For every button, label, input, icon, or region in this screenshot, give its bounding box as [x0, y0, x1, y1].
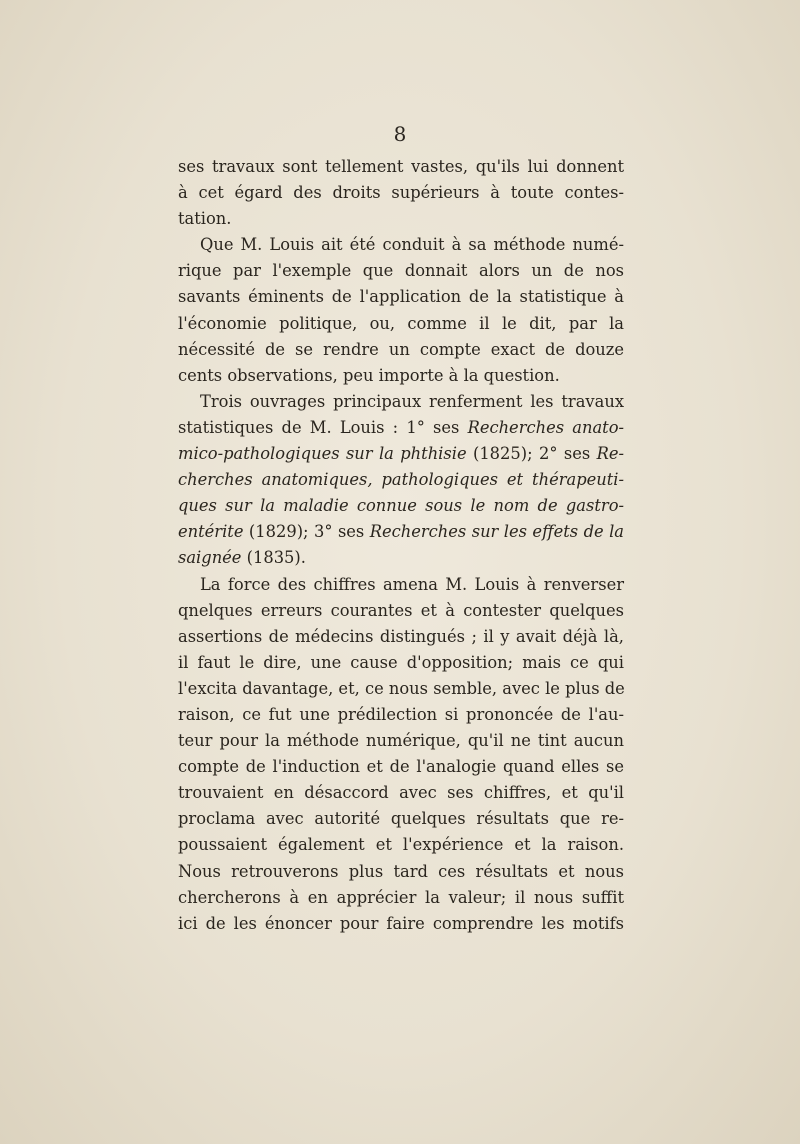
text-line [178, 885, 624, 911]
text-line [178, 754, 624, 780]
text-line [178, 180, 624, 206]
text-segment: à cet égard des droits supérieurs à toute contes- [178, 183, 624, 203]
paragraph [178, 572, 624, 937]
text-segment: Que M. Louis ait été conduit à sa méthode numé- [200, 235, 624, 255]
text-segment: (1829); 3° ses [243, 522, 370, 542]
italic-text: ques sur la maladie connue sous le nom de gastro- [178, 496, 624, 516]
paragraph [178, 389, 624, 572]
italic-text: entérite [178, 522, 244, 542]
text-line [178, 493, 624, 519]
paragraph [178, 232, 624, 389]
text-line [178, 650, 624, 676]
text-line [178, 832, 624, 858]
text-segment: (1825); 2° ses [466, 444, 597, 464]
text-segment: (1835). [241, 548, 306, 568]
text-segment: compte de l'induction et de l'analogie quand elles se [178, 757, 624, 777]
text-segment: assertions de médecins distingués ; il y avait déjà là, [178, 626, 624, 646]
text-segment: rique par l'exemple que donnait alors un de nos [178, 261, 624, 281]
text-segment: ici de les énoncer pour faire comprendre les motifs [178, 913, 624, 933]
text-line [178, 337, 624, 363]
text-segment: nécessité de se rendre un compte exact de douze [178, 339, 624, 359]
text-line [178, 441, 624, 467]
text-line [178, 545, 624, 571]
italic-text: mico-pathologiques sur la phthisie [178, 444, 467, 464]
italic-text: Recherches sur les effets de la [369, 522, 625, 542]
text-line [178, 415, 624, 441]
text-line [178, 728, 624, 754]
text-line [178, 702, 624, 728]
text-line [178, 911, 624, 937]
italic-text: cherches anatomiques, pathologiques et thérapeuti- [178, 470, 624, 490]
text-line [178, 311, 624, 337]
text-line [178, 284, 624, 310]
italic-text: Recherches anato- [467, 417, 625, 437]
text-line [178, 572, 624, 598]
text-segment: poussaient également et l'expérience et la raison. [178, 835, 624, 855]
text-segment: tation. [178, 209, 232, 229]
text-line [178, 154, 624, 180]
text-line [178, 232, 624, 258]
text-segment: qnelques erreurs courantes et à contester quelques [178, 600, 624, 620]
text-segment: savants éminents de l'application de la statistique à [178, 287, 624, 307]
text-segment: trouvaient en désaccord avec ses chiffres, et qu'il [178, 783, 624, 803]
text-line [178, 598, 624, 624]
text-segment: ses travaux sont tellement vastes, qu'ils lui donnent [178, 157, 624, 176]
text-segment: Trois ouvrages principaux renferment les travaux [200, 391, 624, 411]
text-segment: proclama avec autorité quelques résultats que re- [178, 809, 624, 829]
text-line [178, 780, 624, 806]
text-segment: Nous retrouverons plus tard ces résultats et nous [178, 861, 624, 881]
text-segment: statistiques de M. Louis : 1° ses [178, 417, 468, 437]
text-line [178, 859, 624, 885]
text-segment: cents observations, peu importe à la question. [178, 365, 560, 385]
text-segment: La force des chiffres amena M. Louis à renverser [200, 574, 624, 594]
paragraph [178, 154, 624, 232]
text-line [178, 258, 624, 284]
text-segment: raison, ce fut une prédilection si prononcée de l'au- [178, 704, 624, 724]
text-segment: l'excita davantage, et, ce nous semble, avec le plus de [178, 678, 625, 698]
text-segment: l'économie politique, ou, comme il le dit, par la [178, 313, 624, 333]
text-line [178, 363, 624, 389]
page-number: 8 [393, 122, 407, 146]
text-line [178, 676, 624, 702]
text-line [178, 206, 624, 232]
text-line [178, 624, 624, 650]
text-segment: il faut le dire, une cause d'opposition; mais ce qui [178, 652, 624, 672]
italic-text: Re- [596, 444, 624, 464]
text-line [178, 389, 624, 415]
text-line [178, 519, 624, 545]
text-line [178, 467, 624, 493]
text-segment: teur pour la méthode numérique, qu'il ne tint aucun [178, 731, 624, 751]
body-text [178, 154, 624, 937]
italic-text: saignée [178, 548, 242, 568]
text-line [178, 806, 624, 832]
text-segment: chercherons à en apprécier la valeur; il nous suffit [178, 887, 624, 907]
